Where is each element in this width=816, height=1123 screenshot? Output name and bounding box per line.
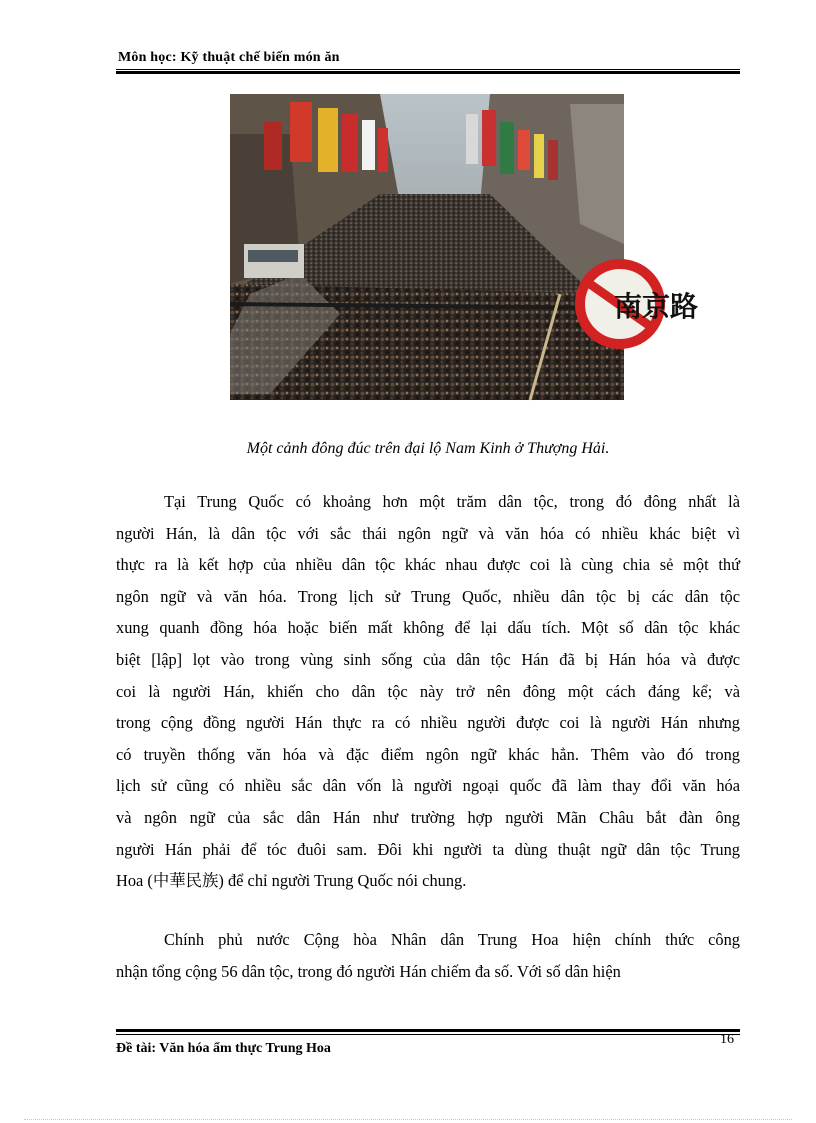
- street-crowd-photo: [230, 94, 699, 400]
- photo-illustration: [230, 94, 699, 400]
- text-line: trong cộng đồng người Hán thực ra có nhiều người được coi là người Hán nhưng: [116, 713, 740, 733]
- text-line: nhận tổng cộng 56 dân tộc, trong đó người Hán chiếm đa số. Với số dân hiện: [116, 961, 621, 981]
- text-line: và ngôn ngữ của sắc dân Hán như trường hợp người Mãn Châu bắt đàn ông: [116, 807, 740, 827]
- paragraph-official-recognition: [116, 924, 740, 987]
- page-bottom-edge: [24, 1119, 792, 1120]
- text-line: xung quanh đồng hóa hoặc biến mất không để lại dấu tích. Một số dân tộc khác: [116, 618, 740, 638]
- text-line: coi là người Hán, khiến cho dân tộc này trở nên đông một cách đáng kể; và: [116, 681, 740, 701]
- page-number: 16: [720, 1032, 734, 1047]
- footer-rule-thick: [116, 1029, 740, 1032]
- header-course-title: Môn học: Kỹ thuật chế biến món ăn: [118, 50, 340, 65]
- footer-rule-thin: [116, 1034, 740, 1035]
- text-line: thực ra là kết hợp của nhiều dân tộc khác nhau được coi là cùng chia sẻ một thứ: [116, 555, 740, 575]
- text-line: người Hán phải để tóc đuôi sam. Đôi khi người ta dùng thuật ngữ dân tộc Trung: [116, 839, 740, 859]
- header-rule-thick: [116, 71, 740, 74]
- text-line: người Hán, là dân tộc với sắc thái ngôn ngữ và văn hóa có nhiều khác biệt vì: [116, 523, 740, 543]
- text-line: biệt [lập] lọt vào trong vùng sinh sống của dân tộc Hán đã bị Hán hóa và được: [116, 649, 740, 669]
- header-rule-thin: [116, 69, 740, 70]
- paragraph-ethnic-groups: [116, 486, 740, 897]
- text-line: lịch sử cũng có nhiều sắc dân vốn là người ngoại quốc đã làm thay đổi văn hóa: [116, 776, 740, 796]
- sign-text: 南京路: [614, 290, 699, 323]
- text-line: có truyền thống văn hóa và đặc điểm ngôn ngữ khác hẳn. Thêm vào đó trong: [116, 744, 740, 764]
- text-line: Chính phủ nước Cộng hòa Nhân dân Trung Hoa hiện chính thức công: [164, 930, 740, 949]
- text-line: ngôn ngữ và văn hóa. Trong lịch sử Trung Quốc, nhiều dân tộc bị các dân tộc: [116, 586, 740, 606]
- text-line: Tại Trung Quốc có khoảng hơn một trăm dân tộc, trong đó đông nhất là: [164, 492, 740, 511]
- figure-caption: Một cảnh đông đúc trên đại lộ Nam Kinh ở Thượng Hải.: [246, 440, 610, 457]
- text-line: Hoa (中華民族) để chỉ người Trung Quốc nói chung.: [116, 871, 467, 891]
- footer-topic-title: Đề tài: Văn hóa ẩm thực Trung Hoa: [116, 1041, 331, 1056]
